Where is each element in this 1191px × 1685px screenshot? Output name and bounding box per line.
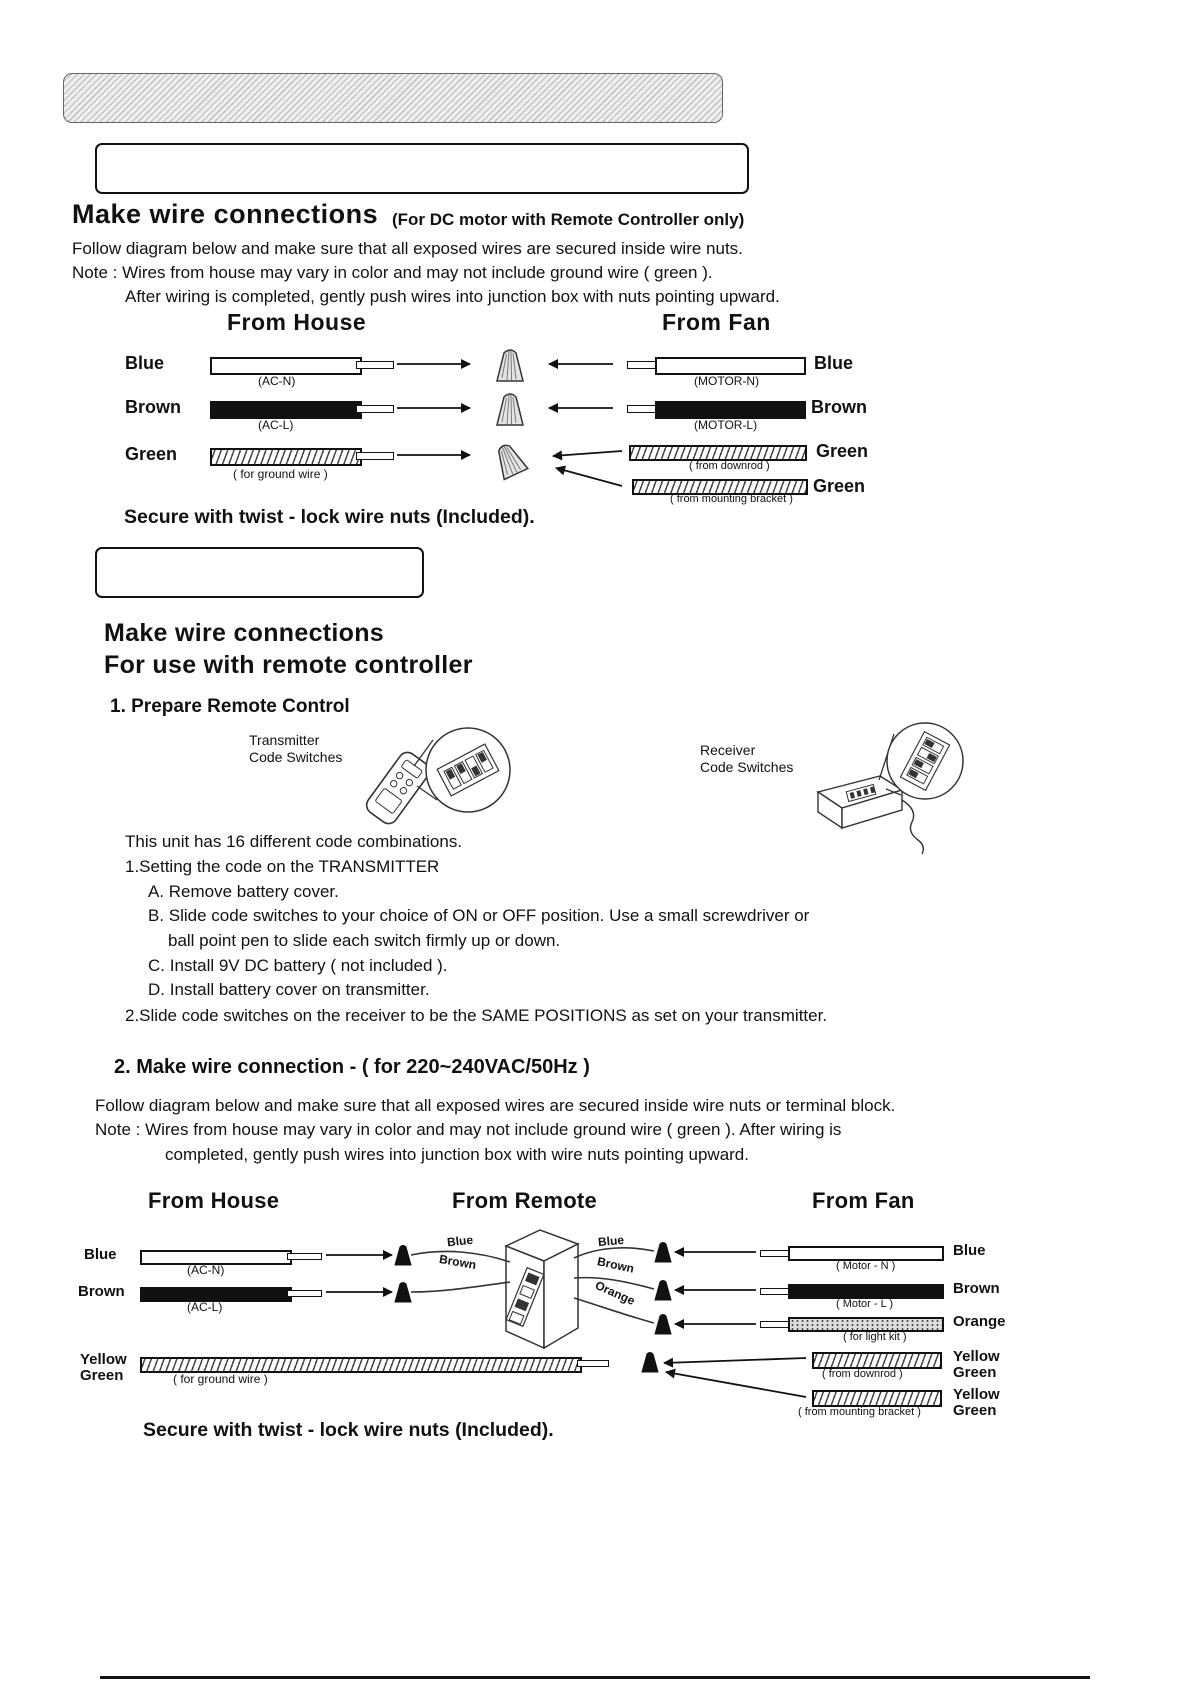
fan2-orange-wire-tip — [760, 1321, 790, 1328]
diagram1-column-from-fan: From Fan — [662, 309, 771, 335]
diagram1-fan-bracket-sub: ( from mounting bracket ) — [670, 493, 793, 505]
section2-paragraph-line1: Follow diagram below and make sure that all exposed wires are secured inside wire nuts or terminal block. — [95, 1096, 896, 1115]
house-green-wire — [210, 448, 362, 466]
diagram2-fan-downrod-sub: ( from downrod ) — [822, 1368, 903, 1380]
wire-curve — [411, 1282, 510, 1292]
section1-heading-note: (For DC motor with Remote Controller only) — [392, 210, 745, 229]
fan-green-downrod-wire — [629, 445, 807, 461]
diagram1-wire-nuts — [491, 350, 528, 479]
remote-right-orange-label: Orange — [592, 1278, 638, 1308]
diagram1-house-blue-sub: (AC-N) — [258, 374, 296, 388]
fan2-brown-wire-tip — [760, 1288, 790, 1295]
receiver-icon — [818, 723, 963, 854]
diagram1-column-from-house: From House — [227, 309, 367, 335]
fan2-ground-bracket-wire — [812, 1390, 942, 1407]
wire-curve — [574, 1298, 654, 1323]
diagram1-house-blue-label: Blue — [125, 353, 165, 373]
arrow-left-icon — [666, 1372, 806, 1397]
arrow-left-icon — [556, 468, 622, 486]
diagram2-fan-brown-label: Brown — [953, 1280, 1000, 1297]
section2-heading-line2: For use with remote controller — [104, 651, 473, 679]
bottom-page-rule — [100, 1676, 1090, 1679]
section1-paragraph-line3: After wiring is completed, gently push wires into junction box with nuts pointing upward. — [125, 287, 780, 306]
diagram1-secure-note: Secure with twist - lock wire nuts (Included). — [124, 506, 535, 528]
fan2-brown-wire — [788, 1284, 944, 1299]
code-instructions-line1: This unit has 16 different code combinations. — [125, 832, 463, 851]
step2-title: 2. Make wire connection - ( for 220~240VAC/50Hz ) — [114, 1056, 590, 1078]
diagram2-fan-orange-sub: ( for light kit ) — [843, 1331, 907, 1343]
transmitter-icon — [363, 728, 510, 827]
diagram1-house-brown-label: Brown — [125, 397, 181, 417]
wire-nut-icon — [395, 1283, 411, 1303]
section2-paragraph-line2: Note : Wires from house may vary in color and may not include ground wire ( green ). After wiring is — [95, 1120, 842, 1139]
diagram2-fan-brown-sub: ( Motor - L ) — [836, 1298, 894, 1310]
diagram2-column-from-remote: From Remote — [452, 1188, 598, 1213]
diagram1-fan-brown-label: Brown — [811, 397, 867, 417]
diagram2-fan-orange-label: Orange — [953, 1313, 1006, 1330]
diagram2-fan-blue-label: Blue — [953, 1242, 986, 1259]
house-brown-wire-tip — [356, 405, 394, 413]
fan2-blue-wire-tip — [760, 1250, 790, 1257]
diagram2-fan-bracket-sub: ( from mounting bracket ) — [798, 1406, 921, 1418]
transmitter-label-line2: Code Switches — [249, 749, 343, 765]
section1-paragraph-line1: Follow diagram below and make sure that all exposed wires are secured inside wire nuts. — [72, 239, 743, 258]
diagram2-ground-sub: ( for ground wire ) — [173, 1372, 268, 1386]
diagram2-fan-yg2-label-line1: Yellow — [953, 1386, 1000, 1403]
house-brown-wire — [210, 401, 362, 419]
diagram2-fan-blue-sub: ( Motor - N ) — [836, 1260, 896, 1272]
remote-left-blue-label: Blue — [446, 1232, 474, 1250]
diagram1-fan-blue-sub: (MOTOR-N) — [694, 374, 760, 388]
wire-nut-icon — [395, 1246, 411, 1266]
code-instructions-line3: A. Remove battery cover. — [148, 882, 339, 901]
wire-nut-icon — [655, 1315, 671, 1335]
house2-ground-wire-tip — [577, 1360, 609, 1367]
diagram2-fan-yg1-label-line2: Green — [953, 1364, 997, 1381]
receiver-label-line1: Receiver — [700, 742, 756, 758]
section1-heading: Make wire connections — [72, 199, 379, 229]
wire-nut-icon — [642, 1353, 658, 1373]
code-instructions-line6: C. Install 9V DC battery ( not included ). — [148, 956, 448, 975]
diagram1-house-brown-sub: (AC-L) — [258, 418, 294, 432]
wire-curve — [574, 1248, 654, 1258]
code-instructions-line8: 2.Slide code switches on the receiver to be the SAME POSITIONS as set on your transmitter. — [125, 1006, 828, 1025]
wire-nut-icon — [497, 394, 523, 425]
wire-nut-icon — [655, 1281, 671, 1301]
diagram2-house-blue-label: Blue — [84, 1246, 117, 1263]
house2-blue-wire-tip — [287, 1253, 322, 1260]
remote-left-brown-label: Brown — [438, 1251, 478, 1273]
step1-title: 1. Prepare Remote Control — [110, 696, 350, 717]
fan-brown-wire — [655, 401, 806, 419]
diagram1-fan-brown-sub: (MOTOR-L) — [694, 418, 758, 432]
code-instructions-line2: 1.Setting the code on the TRANSMITTER — [125, 857, 440, 876]
diagram2-ground-label-line1: Yellow — [80, 1351, 127, 1368]
diagram1-fan-blue-label: Blue — [814, 353, 854, 373]
diagram1-house-green-sub: ( for ground wire ) — [233, 467, 328, 481]
house2-ground-wire — [140, 1357, 582, 1373]
diagram2-column-from-house: From House — [148, 1188, 280, 1213]
diagram1-fan-green2-label: Green — [813, 476, 866, 496]
arrow-left-icon — [664, 1358, 806, 1363]
diagram2-fan-yg2-label-line2: Green — [953, 1402, 997, 1419]
transmitter-label-line1: Transmitter — [249, 732, 320, 748]
diagram2-secure-note: Secure with twist - lock wire nuts (Included). — [143, 1419, 554, 1441]
diagram2-house-blue-sub: (AC-N) — [187, 1263, 225, 1277]
diagram1-house-green-label: Green — [125, 444, 178, 464]
diagram1-fan-downrod-sub: ( from downrod ) — [689, 460, 770, 472]
section1-paragraph-line2: Note : Wires from house may vary in color and may not include ground wire ( green ). — [72, 263, 713, 282]
diagram2-ground-label-line2: Green — [80, 1367, 124, 1384]
diagram2-fan-yg1-label-line1: Yellow — [953, 1348, 1000, 1365]
code-instructions-line5: ball point pen to slide each switch firmly up or down. — [168, 931, 561, 950]
arrow-left-icon — [553, 451, 622, 456]
house-blue-wire-tip — [356, 361, 394, 369]
wire-nut-icon — [655, 1243, 671, 1263]
wire-nut-icon — [497, 350, 523, 381]
house-blue-wire — [210, 357, 362, 375]
wire-nut-icon — [491, 440, 528, 479]
diagram1-fan-green1-label: Green — [816, 441, 869, 461]
house-green-wire-tip — [356, 452, 394, 460]
section2-paragraph-line3: completed, gently push wires into junction box with wire nuts pointing upward. — [165, 1145, 749, 1164]
receiver-label-line2: Code Switches — [700, 759, 794, 775]
fan-blue-wire — [655, 357, 806, 375]
fan2-orange-wire — [788, 1317, 944, 1332]
fan2-ground-downrod-wire — [812, 1352, 942, 1369]
code-instructions-line7: D. Install battery cover on transmitter. — [148, 980, 430, 999]
diagram2-house-brown-sub: (AC-L) — [187, 1300, 223, 1314]
diagram2-house-brown-label: Brown — [78, 1283, 125, 1300]
remote-receiver-unit-icon — [506, 1230, 578, 1348]
house2-brown-wire-tip — [287, 1290, 322, 1297]
remote-right-brown-label: Brown — [595, 1254, 636, 1276]
code-instructions-line4: B. Slide code switches to your choice of ON or OFF position. Use a small screwdriver or — [148, 906, 810, 925]
fan2-blue-wire — [788, 1246, 944, 1261]
remote-right-blue-label: Blue — [597, 1232, 625, 1250]
section2-heading-line1: Make wire connections — [104, 619, 384, 647]
diagram2-column-from-fan: From Fan — [812, 1188, 915, 1213]
